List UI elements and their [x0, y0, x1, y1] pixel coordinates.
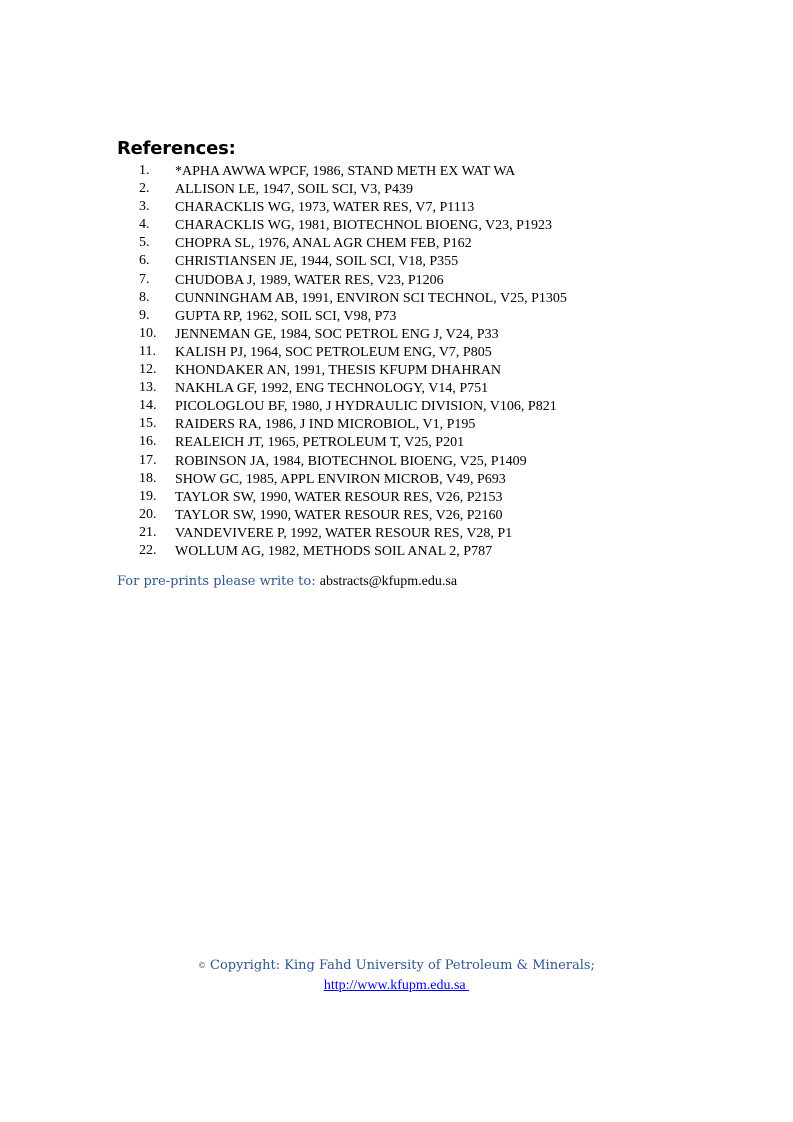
- reference-number: 6.: [139, 253, 150, 269]
- reference-text: TAYLOR SW, 1990, WATER RESOUR RES, V26, P2160: [175, 507, 503, 523]
- copyright-line: [0, 958, 793, 973]
- reference-item: [0, 524, 793, 542]
- copyright-symbol-icon: ©: [198, 961, 207, 970]
- reference-text: RAIDERS RA, 1986, J IND MICROBIOL, V1, P195: [175, 417, 476, 433]
- reference-item: [0, 289, 793, 307]
- reference-number: 21.: [139, 524, 157, 540]
- reference-text: CHARACKLIS WG, 1973, WATER RES, V7, P1113: [175, 200, 475, 216]
- reference-item: [0, 162, 793, 180]
- reference-number: 18.: [139, 470, 157, 486]
- reference-text: KHONDAKER AN, 1991, THESIS KFUPM DHAHRAN: [175, 363, 502, 379]
- preprint-email[interactable]: abstracts@kfupm.edu.sa: [319, 574, 458, 589]
- reference-text: GUPTA RP, 1962, SOIL SCI, V98, P73: [175, 308, 397, 324]
- reference-item: [0, 433, 793, 451]
- reference-number: 15.: [139, 416, 157, 432]
- reference-item: [0, 252, 793, 270]
- reference-item: [0, 234, 793, 252]
- reference-text: *APHA AWWA WPCF, 1986, STAND METH EX WAT WA: [175, 164, 516, 179]
- reference-text: CUNNINGHAM AB, 1991, ENVIRON SCI TECHNOL, V25, P1305: [175, 290, 567, 306]
- reference-number: 16.: [139, 434, 157, 450]
- reference-text: CHARACKLIS WG, 1981, BIOTECHNOL BIOENG, V23, P1923: [175, 218, 552, 234]
- reference-item: [0, 506, 793, 524]
- reference-number: 7.: [139, 271, 150, 287]
- reference-item: [0, 488, 793, 506]
- reference-text: KALISH PJ, 1964, SOC PETROLEUM ENG, V7, P805: [175, 344, 492, 360]
- reference-item: [0, 470, 793, 488]
- reference-number: 8.: [139, 289, 150, 305]
- reference-text: WOLLUM AG, 1982, METHODS SOIL ANAL 2, P787: [175, 543, 493, 559]
- reference-number: 2.: [139, 181, 150, 197]
- reference-item: [0, 361, 793, 379]
- reference-number: 11.: [139, 343, 156, 359]
- reference-text: NAKHLA GF, 1992, ENG TECHNOLOGY, V14, P751: [175, 381, 489, 397]
- copyright-text: Copyright: King Fahd University of Petroleum & Minerals;: [210, 958, 595, 973]
- reference-item: [0, 397, 793, 415]
- reference-text: CHOPRA SL, 1976, ANAL AGR CHEM FEB, P162: [175, 236, 472, 252]
- references-list: [0, 162, 793, 560]
- reference-item: [0, 180, 793, 198]
- reference-item: [0, 271, 793, 289]
- reference-number: 22.: [139, 542, 157, 558]
- reference-text: JENNEMAN GE, 1984, SOC PETROL ENG J, V24, P33: [175, 326, 499, 342]
- reference-text: ROBINSON JA, 1984, BIOTECHNOL BIOENG, V25, P1409: [175, 453, 527, 469]
- reference-item: [0, 307, 793, 325]
- reference-item: [0, 325, 793, 343]
- reference-text: TAYLOR SW, 1990, WATER RESOUR RES, V26, P2153: [175, 489, 503, 505]
- reference-number: 14.: [139, 398, 157, 414]
- reference-number: 1.: [139, 163, 150, 178]
- reference-number: 10.: [139, 325, 157, 341]
- reference-text: ALLISON LE, 1947, SOIL SCI, V3, P439: [175, 182, 414, 198]
- reference-item: [0, 452, 793, 470]
- reference-item: [0, 343, 793, 361]
- reference-number: 12.: [139, 362, 157, 378]
- preprint-label: For pre-prints please write to:: [117, 574, 316, 589]
- reference-item: [0, 198, 793, 216]
- reference-number: 5.: [139, 235, 150, 251]
- reference-number: 17.: [139, 452, 157, 468]
- preprint-note: [117, 574, 457, 590]
- reference-text: VANDEVIVERE P, 1992, WATER RESOUR RES, V28, P1: [175, 525, 513, 541]
- reference-number: 19.: [139, 488, 157, 504]
- reference-item: [0, 542, 793, 560]
- references-heading: References:: [117, 138, 236, 159]
- reference-number: 20.: [139, 506, 157, 522]
- university-website-link[interactable]: http://www.kfupm.edu.sa: [323, 978, 470, 993]
- reference-number: 4.: [139, 217, 150, 233]
- reference-number: 3.: [139, 199, 150, 215]
- reference-item: [0, 415, 793, 433]
- reference-text: CHUDOBA J, 1989, WATER RES, V23, P1206: [175, 272, 444, 288]
- reference-text: REALEICH JT, 1965, PETROLEUM T, V25, P201: [175, 435, 465, 451]
- reference-number: 9.: [139, 307, 150, 323]
- reference-number: 13.: [139, 380, 157, 396]
- reference-item: [0, 216, 793, 234]
- reference-text: CHRISTIANSEN JE, 1944, SOIL SCI, V18, P355: [175, 254, 459, 270]
- reference-text: SHOW GC, 1985, APPL ENVIRON MICROB, V49, P693: [175, 471, 506, 487]
- reference-item: [0, 379, 793, 397]
- reference-text: PICOLOGLOU BF, 1980, J HYDRAULIC DIVISION, V106, P821: [175, 399, 557, 415]
